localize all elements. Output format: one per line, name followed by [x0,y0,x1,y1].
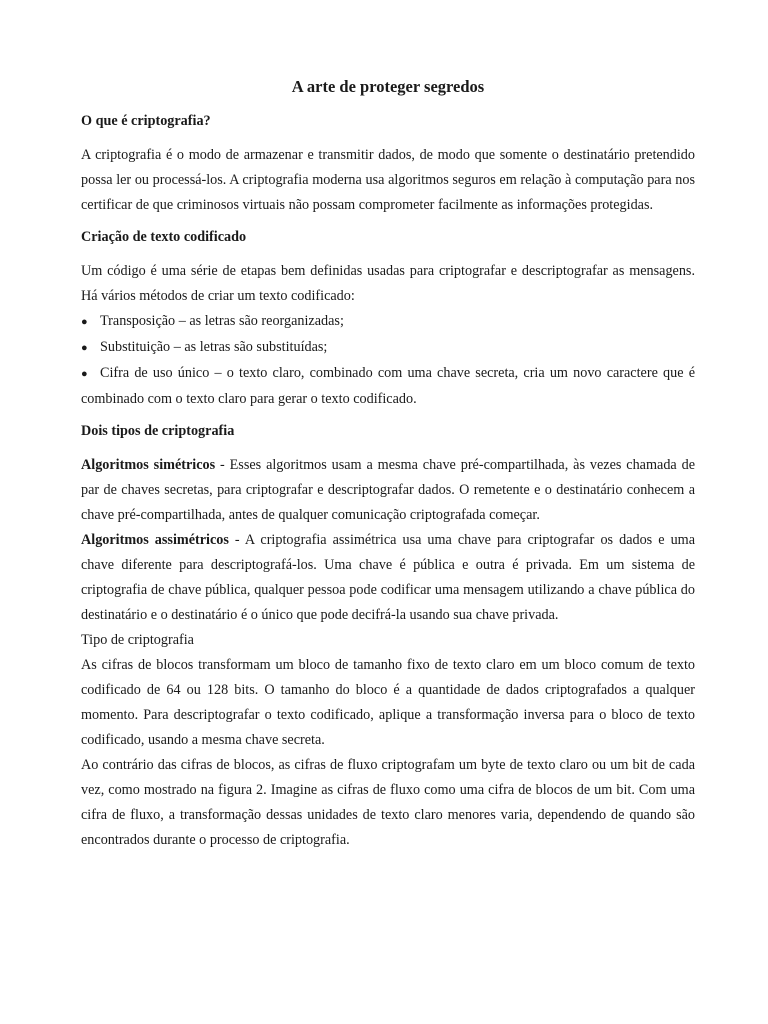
page-title: A arte de proteger segredos [291,77,485,96]
document-page [81,76,695,853]
asymmetric-algorithms-label: Algoritmos assimétricos [81,532,229,548]
paragraph-symmetric-algorithms [81,453,695,528]
list-item-text: Substituição – as letras são substituídas; [100,339,328,355]
paragraph-cryptography-definition: A criptografia é o modo de armazenar e transmitir dados, de modo que somente o destinatário pretendido possa ler ou processá-los. A criptografia moderna usa algoritmos seguros em relação à computação para nos certificar de que criminosos virtuais não possam comprometer facilmente as informações protegidas. [81,147,695,213]
paragraph-block-ciphers: As cifras de blocos transformam um bloco de tamanho fixo de texto claro em um bloco comum de texto codificado de 64 ou 128 bits. O tamanho do bloco é a quantidade de dados criptografados a qualquer momento. Para descriptografar o texto codificado, aplique a transformação inversa para o bloco de texto codificado, usando a mesma chave secreta. [81,657,695,748]
list-item [81,335,695,361]
asymmetric-algorithms-text: - A criptografia assimétrica usa uma chave para criptografar os dados e uma chave diferente para descriptografá-los. Uma chave é pública e outra é privada. Em um sistema de criptografia de chave pública, qualquer pessoa pode codificar uma mensagem utilizando a chave pública do destinatário e o destinatário é o único que pode decifrá-la usando sua chave privada. [81,532,695,623]
section-heading-two-types: Dois tipos de criptografia [81,423,235,439]
paragraph-asymmetric-algorithms [81,528,695,628]
list-item-text: Transposição – as letras são reorganizadas; [100,313,344,329]
symmetric-algorithms-label: Algoritmos simétricos [81,457,216,473]
bullet-icon: ● [81,368,88,380]
bullet-icon: ● [81,342,88,354]
list-item [81,309,695,335]
list-item-text: Cifra de uso único – o texto claro, combinado com uma chave secreta, cria um novo caractere que é combinado com o texto claro para gerar o texto codificado. [81,365,695,407]
section-heading-what-is-cryptography: O que é criptografia? [81,113,211,129]
list-item [81,361,695,412]
section-heading-cryptography-type: Tipo de criptografia [81,632,194,648]
bullet-icon: ● [81,316,88,328]
paragraph-stream-ciphers: Ao contrário das cifras de blocos, as cifras de fluxo criptografam um byte de texto claro ou um bit de cada vez, como mostrado na figura 2. Imagine as cifras de fluxo como uma cifra de blocos de um bit. Com uma cifra de fluxo, a transformação dessas unidades de texto claro menores varia, dependendo de quando são encontrados durante o processo de criptografia. [81,757,695,848]
section-heading-ciphertext-creation: Criação de texto codificado [81,229,247,245]
paragraph-code-definition: Um código é uma série de etapas bem definidas usadas para criptografar e descriptografar as mensagens. Há vários métodos de criar um texto codificado: [81,263,695,304]
symmetric-algorithms-text: - Esses algoritmos usam a mesma chave pré-compartilhada, às vezes chamada de par de chaves secretas, para criptografar e descriptografar dados. O remetente e o destinatário conhecem a chave pré-compartilhada, antes de qualquer comunicação criptografada começar. [81,457,695,523]
